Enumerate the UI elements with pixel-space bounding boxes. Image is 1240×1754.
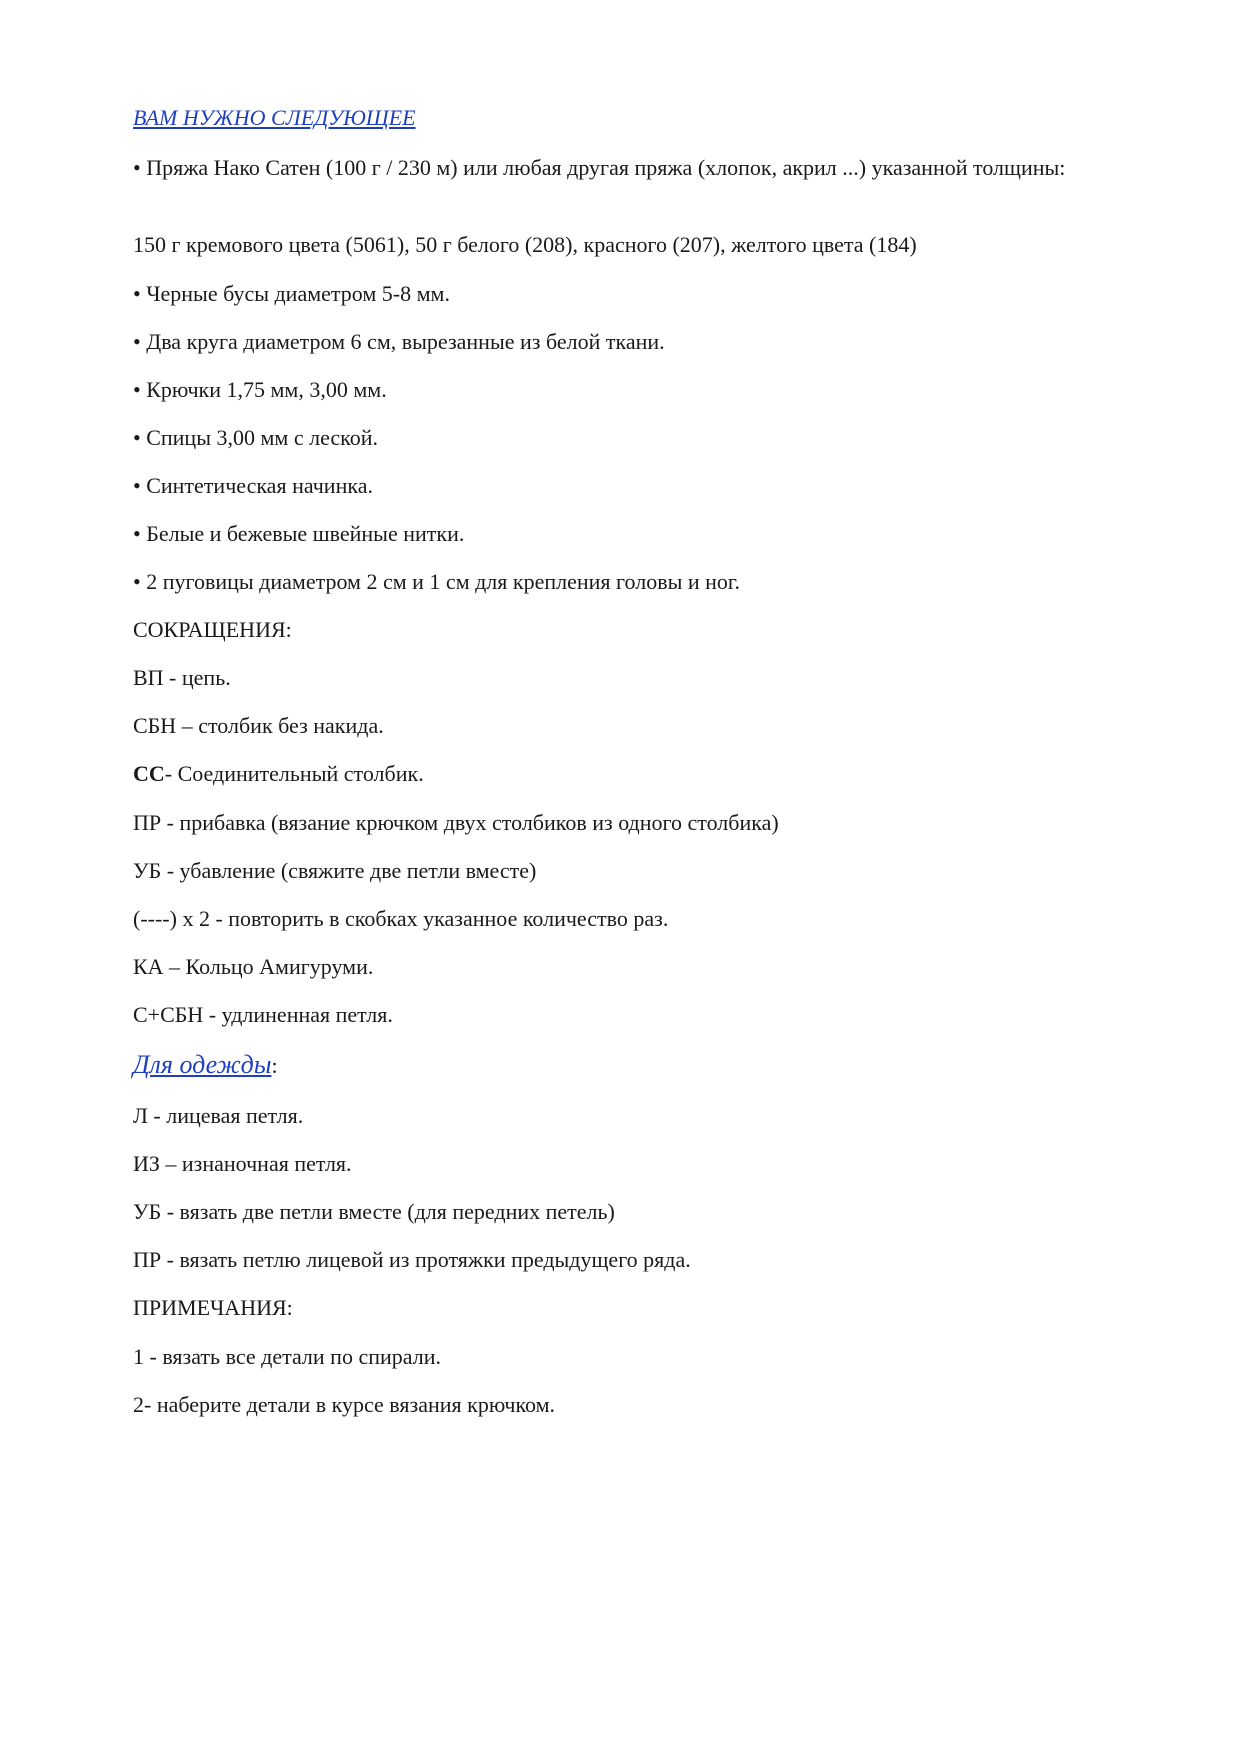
materials-heading: ВАМ НУЖНО СЛЕДУЮЩЕЕ: [133, 105, 416, 130]
abbreviation-ss: [133, 758, 424, 790]
abbreviation-sbn: СБН – столбик без накида.: [133, 713, 384, 738]
materials-item: • Синтетическая начинка.: [133, 473, 373, 498]
materials-item: • 2 пуговицы диаметром 2 см и 1 см для крепления головы и ног.: [133, 569, 740, 594]
abbreviation-ka: КА – Кольцо Амигуруми.: [133, 954, 374, 979]
notes-heading: ПРИМЕЧАНИЯ:: [133, 1295, 293, 1320]
abbreviation-vp: ВП - цепь.: [133, 665, 231, 690]
clothes-heading-line: [133, 1049, 278, 1082]
abbreviations-heading: СОКРАЩЕНИЯ:: [133, 617, 292, 642]
yarn-item: • Пряжа Нако Сатен (100 г / 230 м) или любая другая пряжа (хлопок, акрил ...) указанной толщины:: [133, 155, 1066, 180]
note-item: 1 - вязать все детали по спирали.: [133, 1344, 441, 1369]
abbreviation-csbn: С+СБН - удлиненная петля.: [133, 1002, 393, 1027]
materials-item: • Два круга диаметром 6 см, вырезанные из белой ткани.: [133, 329, 665, 354]
clothes-heading-colon: :: [271, 1053, 278, 1078]
abbreviation-ss-code: СС: [133, 761, 165, 786]
materials-item: • Спицы 3,00 мм с леской.: [133, 425, 378, 450]
abbreviation-pr: ПР - прибавка (вязание крючком двух столбиков из одного столбика): [133, 810, 779, 835]
abbreviation-ub: УБ - убавление (свяжите две петли вместе): [133, 858, 537, 883]
materials-item: • Белые и бежевые швейные нитки.: [133, 521, 465, 546]
colors-line: 150 г кремового цвета (5061), 50 г белого (208), красного (207), желтого цвета (184): [133, 232, 917, 257]
clothes-item: УБ - вязать две петли вместе (для передних петель): [133, 1199, 615, 1224]
materials-item: • Черные бусы диаметром 5-8 мм.: [133, 281, 450, 306]
materials-item: • Крючки 1,75 мм, 3,00 мм.: [133, 377, 387, 402]
clothes-heading: Для одежды: [133, 1050, 272, 1079]
abbreviation-repeat: (----) x 2 - повторить в скобках указанное количество раз.: [133, 906, 669, 931]
abbreviation-ss-text: - Соединительный столбик.: [164, 761, 424, 786]
clothes-item: Л - лицевая петля.: [133, 1103, 304, 1128]
note-item: 2- наберите детали в курсе вязания крючком.: [133, 1392, 556, 1417]
clothes-item: ИЗ – изнаночная петля.: [133, 1151, 352, 1176]
clothes-item: ПР - вязать петлю лицевой из протяжки предыдущего ряда.: [133, 1247, 691, 1272]
